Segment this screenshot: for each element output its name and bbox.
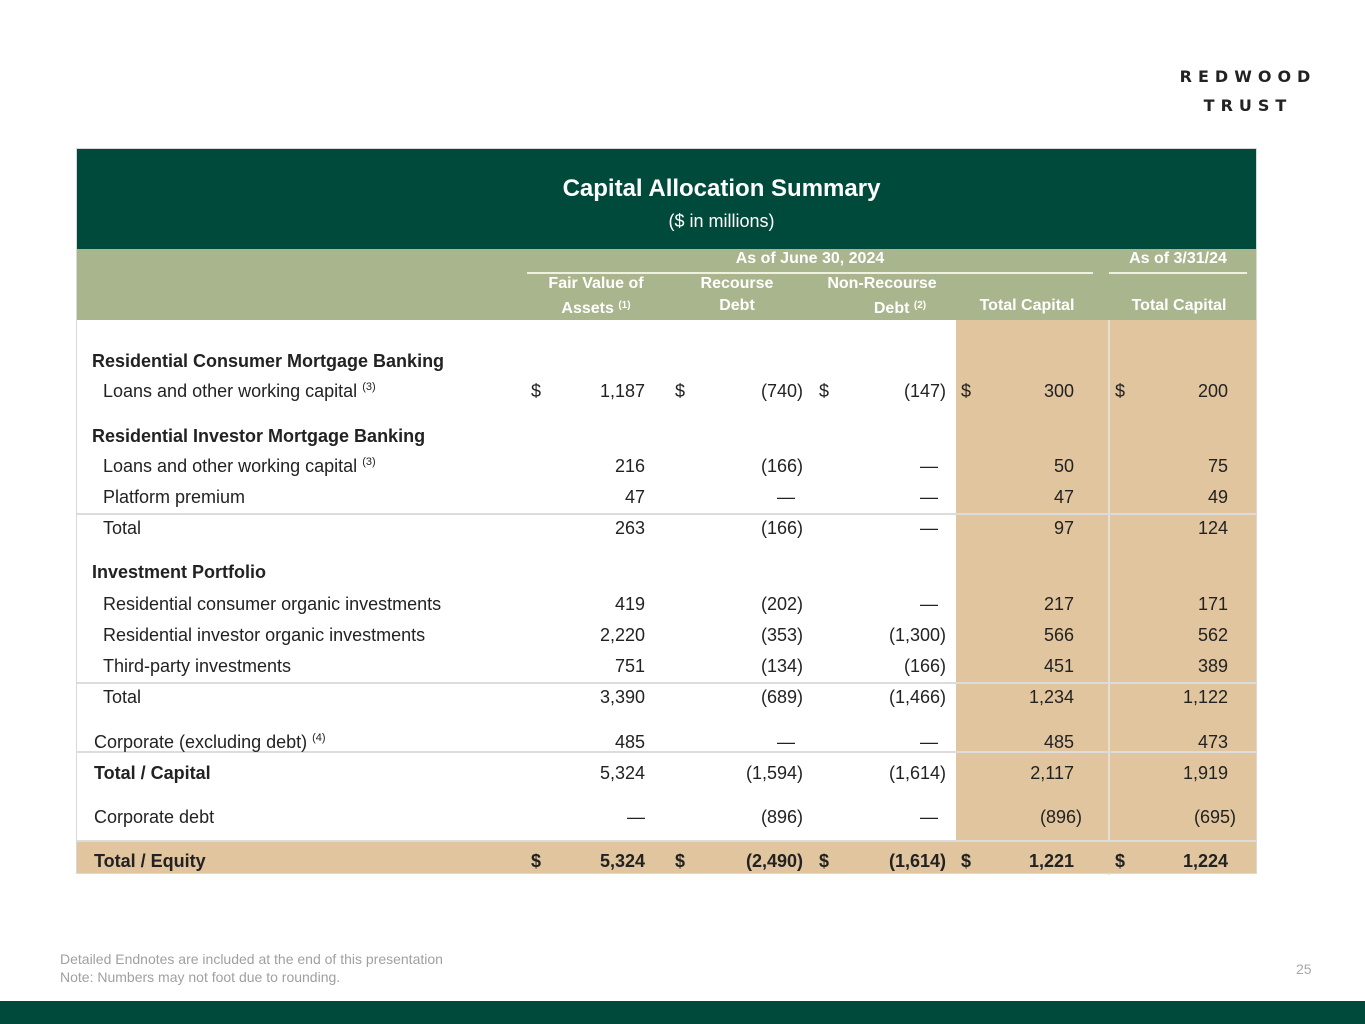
table-cell: 200 (1197, 381, 1228, 401)
column-header-fair-value: Fair Value of Assets $^{(1)}$ (548, 275, 644, 317)
capital-allocation-table (76, 148, 1257, 874)
table-cell: — (920, 518, 938, 538)
table-cell: 419 (614, 594, 645, 614)
logo-line-2: TRUST (1203, 96, 1293, 115)
table-row (77, 652, 1256, 683)
column-header-non-recourse-debt: Non-Recourse Debt $^{(2)}$ (827, 275, 937, 317)
row-label: Platform premium (103, 487, 246, 507)
column-header-band (77, 249, 1256, 320)
row-label: Investment Portfolio (92, 562, 267, 582)
row-label: Residential investor organic investments (103, 625, 426, 645)
currency-symbol: $ (1115, 851, 1126, 871)
row-label: Loans and other working capital $^{(3)}$ (103, 456, 376, 476)
redwood-trust-logo (1160, 62, 1330, 120)
table-row (77, 377, 1256, 408)
row-label: Corporate (excluding debt) $^{(4)}$ (94, 732, 326, 752)
footnote-rounding: Note: Numbers may not foot due to rounding. (60, 969, 341, 985)
column-header-total-capital-prior: Total Capital (1131, 297, 1227, 314)
row-label: Total / Capital (94, 763, 211, 783)
footnote-endnotes: Detailed Endnotes are included at the end of this presentation (60, 951, 443, 967)
table-title: Capital Allocation Summary (562, 175, 881, 202)
table-cell: 473 (1197, 732, 1228, 752)
table-cell: (166) (903, 656, 946, 676)
table-cell: 1,221 (1028, 851, 1074, 871)
table-cell: (166) (760, 456, 803, 476)
table-row (77, 483, 1256, 514)
row-label: Total / Equity (94, 851, 206, 871)
table-cell: 566 (1043, 625, 1074, 645)
currency-symbol: $ (531, 381, 542, 401)
group-header-current: As of June 30, 2024 (527, 250, 1093, 274)
table-cell: (166) (760, 518, 803, 538)
table-cell: (740) (760, 381, 803, 401)
table-cell: (896) (1039, 807, 1082, 827)
table-cell: 3,390 (599, 687, 645, 707)
table-cell: 97 (1053, 518, 1074, 538)
table-cell: 217 (1043, 594, 1074, 614)
table-cell: 300 (1043, 381, 1074, 401)
table-cell: (147) (903, 381, 946, 401)
table-subtitle: ($ in millions) (668, 211, 775, 231)
group-header-prior: As of 3/31/24 (1109, 250, 1247, 274)
table-cell: — (777, 487, 795, 507)
table-cell: 1,187 (599, 381, 645, 401)
table-cell: (1,594) (745, 763, 803, 783)
table-row (77, 590, 1256, 621)
currency-symbol: $ (961, 381, 972, 401)
table-cell: 1,919 (1182, 763, 1228, 783)
table-row (77, 514, 1256, 545)
column-header-recourse-debt: Recourse Debt (700, 275, 774, 314)
row-label: Loans and other working capital $^{(3)}$ (103, 381, 376, 401)
footnote-marker: (3) (362, 381, 376, 393)
table-row (77, 759, 1256, 790)
table-cell: 451 (1043, 656, 1074, 676)
table-cell: — (920, 807, 938, 827)
footer-bar (0, 1001, 1365, 1024)
table-cell: (1,614) (888, 763, 946, 783)
table-cell: (202) (760, 594, 803, 614)
table-cell: — (920, 456, 938, 476)
table-row (77, 803, 1256, 834)
column-header-total-capital-current: Total Capital (979, 297, 1075, 314)
page-number: 25 (1296, 961, 1312, 977)
table-cell: (695) (1193, 807, 1236, 827)
footnotes (60, 950, 443, 986)
currency-symbol: $ (961, 851, 972, 871)
currency-symbol: $ (531, 851, 542, 871)
table-row (77, 728, 1256, 759)
footnote-marker: (4) (312, 732, 326, 744)
table-cell: 1,122 (1182, 687, 1228, 707)
table-cell: 5,324 (599, 851, 645, 871)
table-row (77, 422, 1256, 453)
table-cell: 562 (1197, 625, 1228, 645)
table-cell: (134) (760, 656, 803, 676)
table-cell: 75 (1207, 456, 1228, 476)
table-cell: 216 (614, 456, 645, 476)
row-label: Corporate debt (94, 807, 215, 827)
currency-symbol: $ (675, 851, 686, 871)
row-label: Residential consumer organic investments (103, 594, 442, 614)
logo-line-1: REDWOOD (1179, 67, 1317, 86)
table-cell: 1,234 (1028, 687, 1074, 707)
table-row (77, 847, 1256, 878)
row-label: Total (103, 518, 142, 538)
table-cell: (1,614) (888, 851, 946, 871)
table-cell: 389 (1197, 656, 1228, 676)
table-cell: 5,324 (599, 763, 645, 783)
table-cell: — (777, 732, 795, 752)
table-cell: — (920, 594, 938, 614)
table-cell: 2,220 (599, 625, 645, 645)
table-cell: (1,300) (888, 625, 946, 645)
table-cell: 47 (624, 487, 645, 507)
table-cell: 2,117 (1030, 763, 1074, 783)
table-cell: 50 (1053, 456, 1074, 476)
row-separator (77, 840, 1256, 842)
table-cell: 485 (1043, 732, 1074, 752)
table-cell: 263 (614, 518, 645, 538)
table-cell: (689) (760, 687, 803, 707)
table-cell: — (920, 732, 938, 752)
table-cell: 171 (1197, 594, 1228, 614)
footnote-marker: (3) (362, 456, 376, 468)
currency-symbol: $ (675, 381, 686, 401)
table-title-band (77, 149, 1256, 249)
table-row (77, 683, 1256, 714)
table-cell: 49 (1207, 487, 1228, 507)
table-cell: 751 (614, 656, 645, 676)
table-row (77, 347, 1256, 378)
table-cell: (353) (760, 625, 803, 645)
table-row (77, 558, 1256, 589)
table-cell: (2,490) (745, 851, 803, 871)
table-row (77, 621, 1256, 652)
row-label: Third-party investments (103, 656, 292, 676)
table-cell: — (920, 487, 938, 507)
table-cell: — (627, 807, 645, 827)
table-cell: 47 (1053, 487, 1074, 507)
row-label: Residential Investor Mortgage Banking (92, 426, 426, 446)
table-cell: 1,224 (1182, 851, 1228, 871)
table-row (77, 452, 1256, 483)
currency-symbol: $ (1115, 381, 1126, 401)
row-label: Residential Consumer Mortgage Banking (92, 351, 445, 371)
table-cell: 124 (1197, 518, 1228, 538)
table-cell: 485 (614, 732, 645, 752)
table-cell: (896) (760, 807, 803, 827)
currency-symbol: $ (819, 851, 830, 871)
table-cell: (1,466) (888, 687, 946, 707)
currency-symbol: $ (819, 381, 830, 401)
row-label: Total (103, 687, 142, 707)
